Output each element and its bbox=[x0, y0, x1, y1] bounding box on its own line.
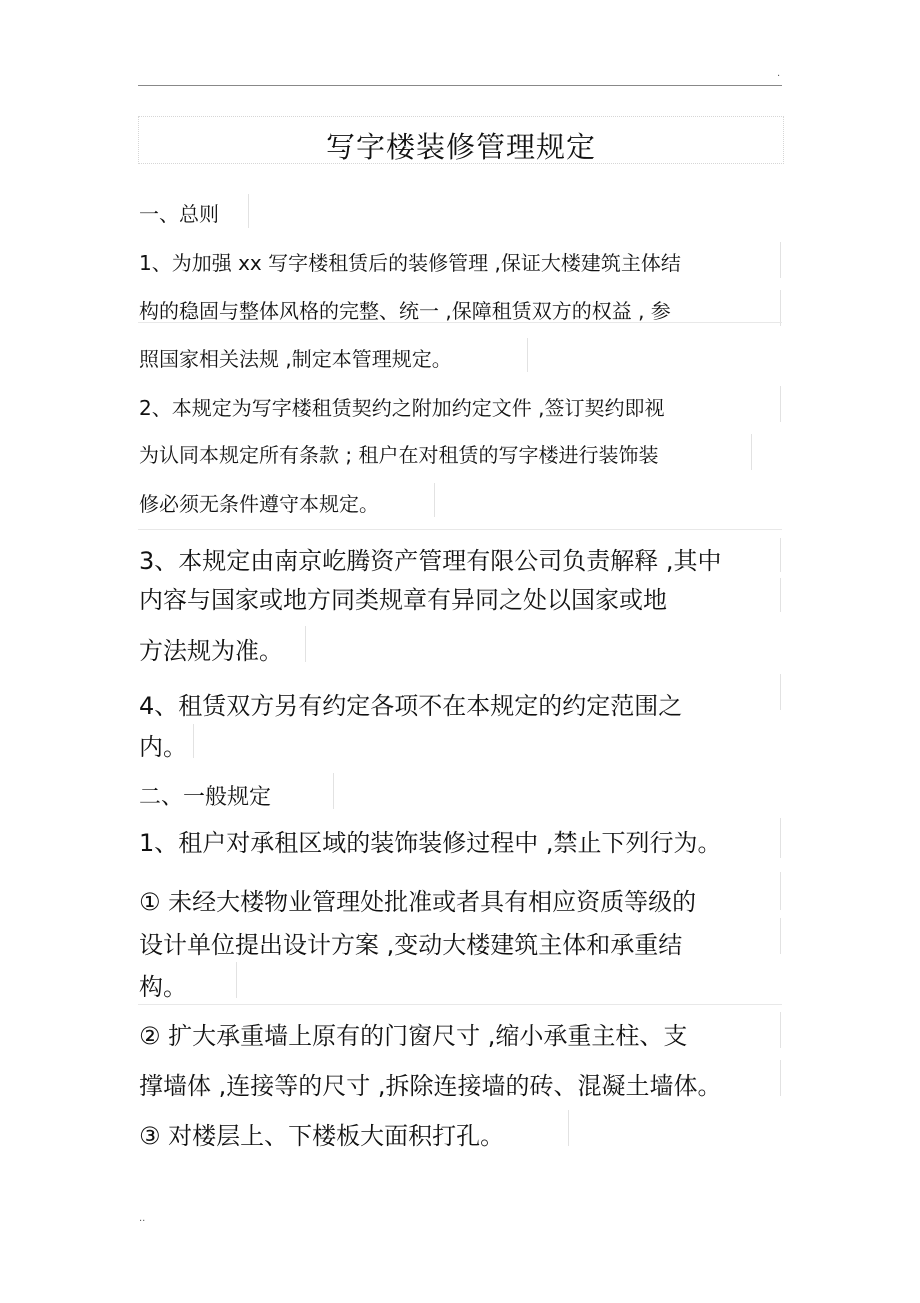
text-guide bbox=[780, 1060, 781, 1096]
text-guide bbox=[527, 338, 528, 372]
text-guide bbox=[751, 434, 752, 470]
text-guide bbox=[780, 918, 781, 954]
section-heading-general: 一、总则 bbox=[139, 202, 219, 226]
text-guide bbox=[434, 483, 435, 517]
paragraph-2-line-1: 2、本规定为写字楼租赁契约之附加约定文件 ,签订契约即视 bbox=[139, 396, 665, 420]
section-heading-rules: 二、一般规定 bbox=[139, 785, 272, 810]
clause-3: ③ 对楼层上、下楼板大面积打孔。 bbox=[139, 1122, 505, 1150]
title-box bbox=[138, 116, 784, 164]
footer-dots: .. bbox=[139, 1213, 146, 1224]
text-guide bbox=[568, 1110, 569, 1146]
header-dot: . bbox=[777, 68, 781, 79]
text-guide bbox=[138, 529, 782, 530]
text-guide bbox=[780, 538, 781, 572]
paragraph-2-line-2: 为认同本规定所有条款 ; 租户在对租赁的写字楼进行装饰装 bbox=[139, 443, 659, 467]
paragraph-1-line-1: 1、为加强 xx 写字楼租赁后的装修管理 ,保证大楼建筑主体结 bbox=[139, 251, 681, 275]
clause-1-line-1: ① 未经大楼物业管理处批准或者具有相应资质等级的 bbox=[139, 888, 697, 916]
header-rule bbox=[138, 85, 782, 86]
text-guide bbox=[236, 962, 237, 998]
paragraph-3-line-1: 3、本规定由南京屹腾资产管理有限公司负责解释 ,其中 bbox=[139, 547, 722, 575]
clause-2-line-1: ② 扩大承重墙上原有的门窗尺寸 ,缩小承重主柱、支 bbox=[139, 1022, 688, 1050]
text-guide bbox=[193, 724, 194, 758]
text-guide bbox=[305, 626, 306, 662]
paragraph-4-line-1: 4、租赁双方另有约定各项不在本规定的约定范围之 bbox=[139, 692, 683, 720]
clause-1-line-2: 设计单位提出设计方案 ,变动大楼建筑主体和承重结 bbox=[139, 931, 683, 959]
text-guide bbox=[780, 872, 781, 910]
clause-2-line-2: 撑墙体 ,连接等的尺寸 ,拆除连接墙的砖、混凝土墙体。 bbox=[139, 1072, 722, 1100]
text-guide bbox=[780, 578, 781, 612]
text-guide bbox=[780, 818, 781, 858]
text-guide bbox=[780, 1012, 781, 1048]
text-guide bbox=[138, 322, 782, 323]
text-guide bbox=[333, 773, 334, 809]
text-guide bbox=[780, 386, 781, 422]
page-title: 写字楼装修管理规定 bbox=[325, 130, 596, 164]
paragraph-3-line-2: 内容与国家或地方同类规章有异同之处以国家或地 bbox=[139, 586, 667, 614]
paragraph-3-line-3: 方法规为准。 bbox=[139, 637, 283, 665]
rule-item-1: 1、租户对承租区域的装饰装修过程中 ,禁止下列行为。 bbox=[139, 829, 722, 857]
paragraph-4-line-2: 内。 bbox=[139, 733, 187, 761]
text-guide bbox=[248, 194, 249, 228]
paragraph-2-line-3: 修必须无条件遵守本规定。 bbox=[139, 492, 379, 516]
text-guide bbox=[138, 1004, 782, 1005]
text-guide bbox=[780, 290, 781, 326]
text-guide bbox=[780, 674, 781, 710]
clause-1-line-3: 构。 bbox=[139, 973, 187, 1001]
text-guide bbox=[780, 242, 781, 278]
paragraph-1-line-3: 照国家相关法规 ,制定本管理规定。 bbox=[139, 347, 452, 371]
paragraph-1-line-2: 构的稳固与整体风格的完整、统一 ,保障租赁双方的权益 , 参 bbox=[139, 299, 671, 323]
